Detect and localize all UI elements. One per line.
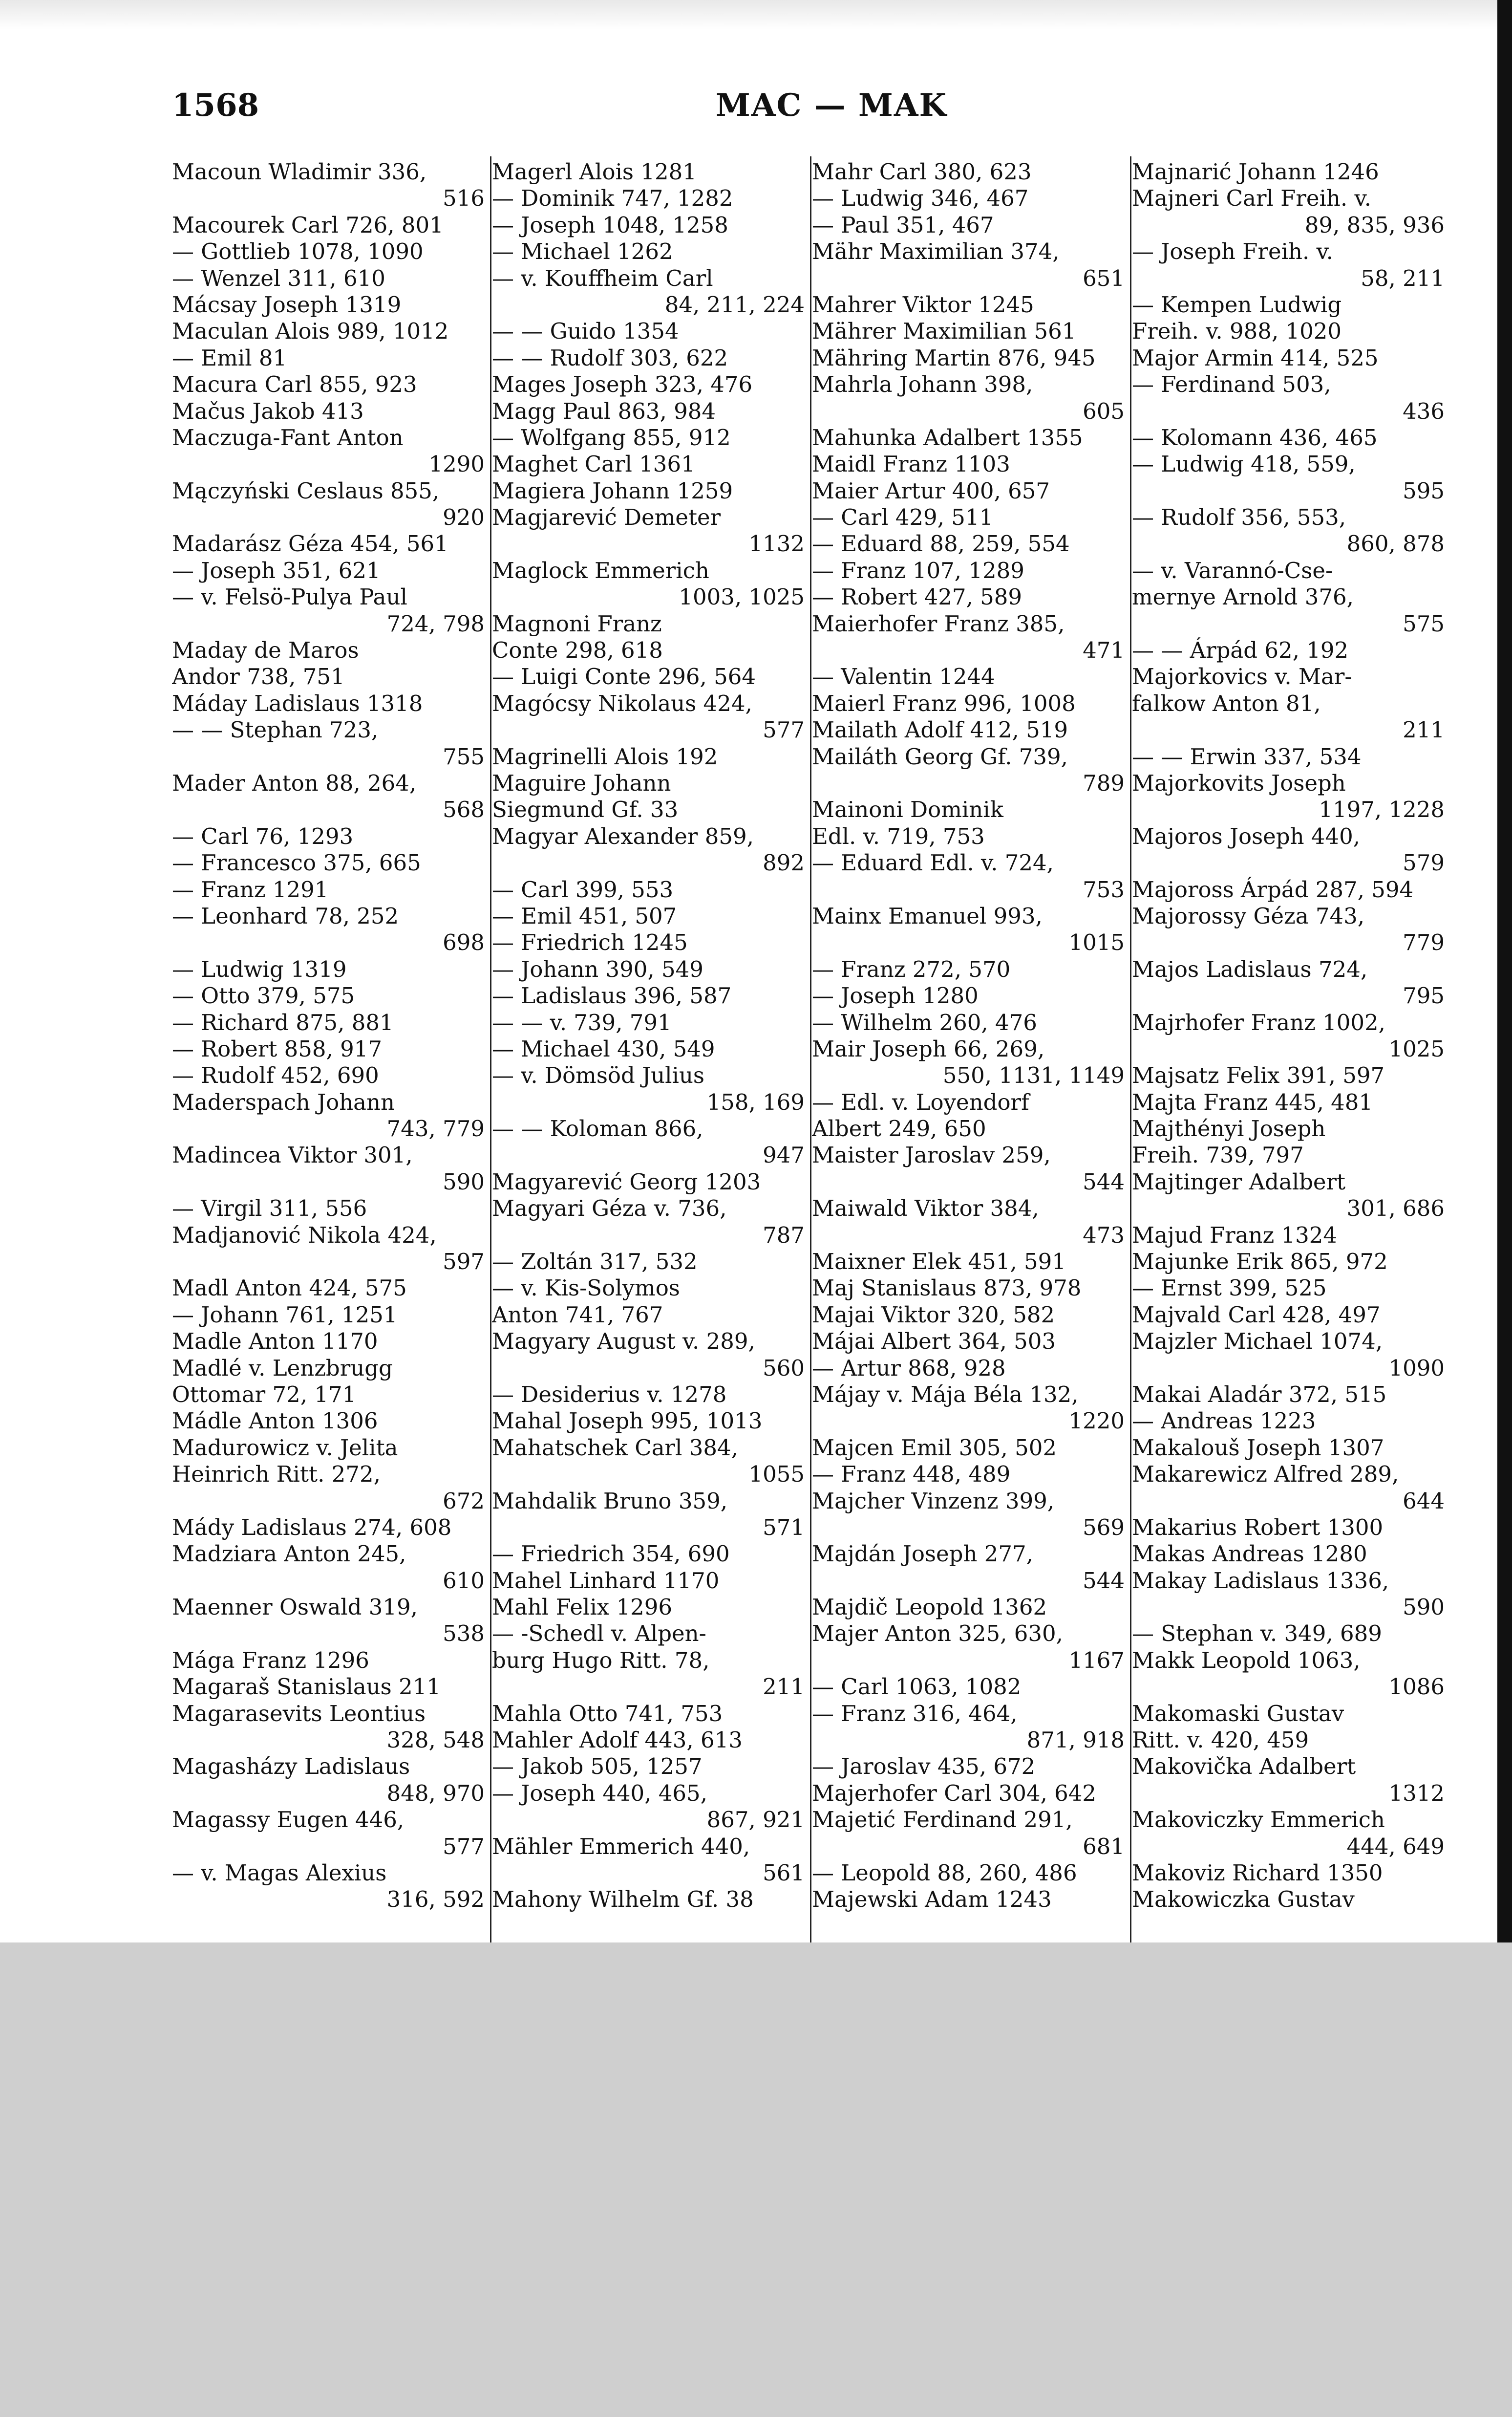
index-line: 743, 779 xyxy=(386,1116,485,1142)
running-head: MAC — MAK xyxy=(716,87,948,124)
index-line: Maday de Maros xyxy=(172,637,359,664)
index-line: 577 xyxy=(763,717,805,743)
index-line: Siegmund Gf. 33 xyxy=(492,797,679,823)
index-line: 1197, 1228 xyxy=(1319,797,1445,823)
index-line: Ottomar 72, 171 xyxy=(172,1381,357,1407)
index-line: Majrhofer Franz 1002, xyxy=(1132,1009,1385,1036)
index-line: — Joseph 351, 621 xyxy=(172,557,381,583)
scan-background xyxy=(0,1942,1512,2417)
index-line: — Joseph 1048, 1258 xyxy=(492,212,728,238)
index-line: 651 xyxy=(1083,265,1125,291)
index-line: 1312 xyxy=(1388,1780,1445,1806)
index-line: — — v. 739, 791 xyxy=(492,1009,672,1036)
index-line: Maidl Franz 1103 xyxy=(812,451,1010,477)
index-line: Magyar Alexander 859, xyxy=(492,823,754,849)
index-line: Majvald Carl 428, 497 xyxy=(1132,1301,1381,1328)
index-line: 211 xyxy=(1403,717,1445,743)
index-line: — Franz 448, 489 xyxy=(812,1461,1011,1488)
index-line: — Carl 429, 511 xyxy=(812,504,994,531)
index-line: — Jakob 505, 1257 xyxy=(492,1753,703,1780)
index-line: — Emil 451, 507 xyxy=(492,903,677,929)
index-line: 644 xyxy=(1403,1488,1445,1514)
index-line: — Friedrich 354, 690 xyxy=(492,1541,730,1567)
index-line: — Francesco 375, 665 xyxy=(172,850,421,876)
index-line: Majewski Adam 1243 xyxy=(812,1886,1052,1913)
index-line: 544 xyxy=(1083,1567,1125,1594)
index-line: Makk Leopold 1063, xyxy=(1132,1647,1361,1673)
index-line: Anton 741, 767 xyxy=(492,1301,663,1328)
index-line: — Ernst 399, 525 xyxy=(1132,1275,1327,1301)
index-line: Madziara Anton 245, xyxy=(172,1541,406,1567)
index-line: Mádle Anton 1306 xyxy=(172,1408,378,1434)
index-line: 579 xyxy=(1403,850,1445,876)
index-line: — Valentin 1244 xyxy=(812,664,995,690)
index-line: Mahony Wilhelm Gf. 38 xyxy=(492,1886,754,1913)
index-line: Albert 249, 650 xyxy=(812,1116,986,1142)
index-line: falkow Anton 81, xyxy=(1132,690,1321,716)
index-line: — — Erwin 337, 534 xyxy=(1132,743,1362,770)
index-line: — Desiderius v. 1278 xyxy=(492,1381,727,1407)
index-line: Magócsy Nikolaus 424, xyxy=(492,690,752,716)
index-line: — v. Kouffheim Carl xyxy=(492,265,713,291)
index-line: Mága Franz 1296 xyxy=(172,1647,369,1673)
index-line: — Edl. v. Loyendorf xyxy=(812,1089,1029,1115)
index-line: Maghet Carl 1361 xyxy=(492,451,695,477)
index-line: Mair Joseph 66, 269, xyxy=(812,1036,1045,1062)
index-line: Magarasevits Leontius xyxy=(172,1700,426,1726)
index-line: Makoviczky Emmerich xyxy=(1132,1807,1385,1833)
index-line: — Andreas 1223 xyxy=(1132,1408,1316,1434)
index-line: Majer Anton 325, 630, xyxy=(812,1620,1063,1647)
index-line: Magaraš Stanislaus 211 xyxy=(172,1674,441,1700)
index-line: Maderspach Johann xyxy=(172,1089,395,1115)
index-line: 550, 1131, 1149 xyxy=(942,1062,1125,1089)
index-line: — Rudolf 452, 690 xyxy=(172,1062,379,1089)
index-line: — Eduard 88, 259, 554 xyxy=(812,531,1070,557)
index-line: Majud Franz 1324 xyxy=(1132,1222,1338,1248)
index-line: 590 xyxy=(1403,1594,1445,1620)
index-line: Maglock Emmerich xyxy=(492,557,709,583)
index-line: Majta Franz 445, 481 xyxy=(1132,1089,1373,1115)
index-line: Majorkovics v. Mar- xyxy=(1132,664,1352,690)
index-line: 1025 xyxy=(1388,1036,1445,1062)
index-line: Mader Anton 88, 264, xyxy=(172,770,417,796)
index-line: Magassy Eugen 446, xyxy=(172,1807,405,1833)
index-line: Majos Ladislaus 724, xyxy=(1132,956,1368,982)
index-line: — Virgil 311, 556 xyxy=(172,1195,367,1222)
index-line: Majcen Emil 305, 502 xyxy=(812,1434,1057,1461)
index-line: — Artur 868, 928 xyxy=(812,1355,1006,1381)
index-line: Maculan Alois 989, 1012 xyxy=(172,318,449,345)
index-line: 867, 921 xyxy=(706,1807,805,1833)
index-line: 753 xyxy=(1083,876,1125,903)
index-line: Maiwald Viktor 384, xyxy=(812,1195,1039,1222)
index-line: — Robert 427, 589 xyxy=(812,584,1022,610)
index-line: Makarewicz Alfred 289, xyxy=(1132,1461,1399,1488)
index-line: Maierhofer Franz 385, xyxy=(812,610,1065,637)
index-line: Mahrer Viktor 1245 xyxy=(812,291,1034,318)
index-line: — v. Dömsöd Julius xyxy=(492,1062,705,1089)
index-line: — Wolfgang 855, 912 xyxy=(492,424,731,451)
index-line: 605 xyxy=(1083,398,1125,424)
index-line: 698 xyxy=(443,929,485,956)
index-line: Mačus Jakob 413 xyxy=(172,398,364,424)
index-line: — Robert 858, 917 xyxy=(172,1036,383,1062)
index-line: Heinrich Ritt. 272, xyxy=(172,1461,381,1488)
index-line: Mailáth Georg Gf. 739, xyxy=(812,743,1068,770)
index-line: Majzler Michael 1074, xyxy=(1132,1328,1383,1355)
index-line: Maierl Franz 996, 1008 xyxy=(812,690,1076,716)
index-line: 1090 xyxy=(1388,1355,1445,1381)
index-line: Mainx Emanuel 993, xyxy=(812,903,1043,929)
index-line: Madl Anton 424, 575 xyxy=(172,1275,407,1301)
index-line: — — Árpád 62, 192 xyxy=(1132,637,1349,664)
index-line: 595 xyxy=(1403,477,1445,504)
index-line: Mahatschek Carl 384, xyxy=(492,1434,738,1461)
index-line: — Luigi Conte 296, 564 xyxy=(492,664,756,690)
scan-right-edge xyxy=(1497,0,1512,1942)
index-line: Mahr Carl 380, 623 xyxy=(812,159,1032,185)
index-line: Mączyński Ceslaus 855, xyxy=(172,477,440,504)
index-line: Majoross Árpád 287, 594 xyxy=(1132,876,1414,903)
index-line: 58, 211 xyxy=(1361,265,1445,291)
index-line: Madjanović Nikola 424, xyxy=(172,1222,437,1248)
index-line: Mahler Adolf 443, 613 xyxy=(492,1727,743,1753)
index-line: 316, 592 xyxy=(386,1886,485,1913)
index-line: — — Guido 1354 xyxy=(492,318,679,345)
index-line: — Otto 379, 575 xyxy=(172,983,355,1009)
index-line: Andor 738, 751 xyxy=(172,664,345,690)
index-line: Maczuga-Fant Anton xyxy=(172,424,404,451)
index-line: Majorossy Géza 743, xyxy=(1132,903,1365,929)
index-line: 561 xyxy=(763,1860,805,1886)
index-line: Makovička Adalbert xyxy=(1132,1753,1356,1780)
index-line: 211 xyxy=(763,1674,805,1700)
index-line: Makay Ladislaus 1336, xyxy=(1132,1567,1389,1594)
index-line: 473 xyxy=(1083,1222,1125,1248)
index-line: — Ferdinand 503, xyxy=(1132,371,1331,398)
index-line: Conte 298, 618 xyxy=(492,637,663,664)
index-line: Madle Anton 1170 xyxy=(172,1328,378,1355)
index-line: 571 xyxy=(763,1514,805,1540)
index-line: — Carl 1063, 1082 xyxy=(812,1674,1022,1700)
index-line: — — Stephan 723, xyxy=(172,717,379,743)
index-line: Madincea Viktor 301, xyxy=(172,1142,413,1168)
index-line: — Ludwig 1319 xyxy=(172,956,347,982)
index-line: 1055 xyxy=(748,1461,805,1488)
index-line: 947 xyxy=(763,1142,805,1168)
index-line: — Stephan v. 349, 689 xyxy=(1132,1620,1382,1647)
index-line: Máday Ladislaus 1318 xyxy=(172,690,423,716)
index-line: Makarius Robert 1300 xyxy=(1132,1514,1384,1540)
index-line: Macourek Carl 726, 801 xyxy=(172,212,444,238)
index-line: 1015 xyxy=(1068,929,1125,956)
index-line: — Joseph 1280 xyxy=(812,983,979,1009)
index-line: Mahel Linhard 1170 xyxy=(492,1567,720,1594)
index-line: — v. Varannó-Cse- xyxy=(1132,557,1333,583)
index-line: Mainoni Dominik xyxy=(812,797,1003,823)
index-line: 597 xyxy=(443,1249,485,1275)
index-line: 1220 xyxy=(1068,1408,1125,1434)
index-line: 590 xyxy=(443,1168,485,1195)
index-line: — Rudolf 356, 553, xyxy=(1132,504,1346,531)
index-column-4 xyxy=(1132,159,1445,1938)
index-line: Mahdalik Bruno 359, xyxy=(492,1488,728,1514)
index-line: Mahal Joseph 995, 1013 xyxy=(492,1408,763,1434)
index-line: Maixner Elek 451, 591 xyxy=(812,1249,1066,1275)
index-line: Mahrla Johann 398, xyxy=(812,371,1033,398)
index-line: 871, 918 xyxy=(1026,1727,1125,1753)
index-line: — Eduard Edl. v. 724, xyxy=(812,850,1054,876)
index-line: Magnoni Franz xyxy=(492,610,662,637)
index-line: Makomaski Gustav xyxy=(1132,1700,1344,1726)
index-line: — Ladislaus 396, 587 xyxy=(492,983,732,1009)
index-line: Magyarević Georg 1203 xyxy=(492,1168,761,1195)
index-line: 301, 686 xyxy=(1346,1195,1445,1222)
index-line: — Kempen Ludwig xyxy=(1132,291,1342,318)
index-line: Major Armin 414, 525 xyxy=(1132,345,1379,371)
index-line: 538 xyxy=(443,1620,485,1647)
index-line: — v. Kis-Solymos xyxy=(492,1275,680,1301)
index-line: 920 xyxy=(443,504,485,531)
index-line: — Kolomann 436, 465 xyxy=(1132,424,1378,451)
index-line: 795 xyxy=(1403,983,1445,1009)
index-line: 848, 970 xyxy=(386,1780,485,1806)
index-line: — Michael 430, 549 xyxy=(492,1036,715,1062)
index-line: 610 xyxy=(443,1567,485,1594)
index-line: — Richard 875, 881 xyxy=(172,1009,394,1036)
scan-top-shading xyxy=(0,0,1512,29)
index-line: — v. Magas Alexius xyxy=(172,1860,387,1886)
index-line: 672 xyxy=(443,1488,485,1514)
index-line: Magjarević Demeter xyxy=(492,504,721,531)
index-line: 436 xyxy=(1403,398,1445,424)
index-line: Mácsay Joseph 1319 xyxy=(172,291,402,318)
index-line: Macoun Wladimir 336, xyxy=(172,159,427,185)
index-line: Macura Carl 855, 923 xyxy=(172,371,417,398)
index-line: 1003, 1025 xyxy=(679,584,805,610)
index-line: Mähr Maximilian 374, xyxy=(812,238,1060,265)
index-line: 544 xyxy=(1083,1168,1125,1195)
index-line: — Franz 107, 1289 xyxy=(812,557,1024,583)
index-line: Madlé v. Lenzbrugg xyxy=(172,1355,393,1381)
index-line: Maj Stanislaus 873, 978 xyxy=(812,1275,1082,1301)
index-line: — Franz 1291 xyxy=(172,876,329,903)
index-line: — Johann 761, 1251 xyxy=(172,1301,398,1328)
index-line: 755 xyxy=(443,743,485,770)
index-line: Mährer Maximilian 561 xyxy=(812,318,1076,345)
index-line: — Leonhard 78, 252 xyxy=(172,903,399,929)
index-line: 724, 798 xyxy=(386,610,485,637)
index-line: — Joseph 440, 465, xyxy=(492,1780,707,1806)
index-line: Majthényi Joseph xyxy=(1132,1116,1326,1142)
index-line: Májay v. Mája Béla 132, xyxy=(812,1381,1079,1407)
index-line: — Jaroslav 435, 672 xyxy=(812,1753,1036,1780)
index-line: Mähring Martin 876, 945 xyxy=(812,345,1096,371)
index-line: Magyary August v. 289, xyxy=(492,1328,755,1355)
index-line: — Emil 81 xyxy=(172,345,287,371)
index-line: Edl. v. 719, 753 xyxy=(812,823,985,849)
index-line: — Ludwig 346, 467 xyxy=(812,185,1029,212)
index-line: 1086 xyxy=(1388,1674,1445,1700)
index-line: Majerhofer Carl 304, 642 xyxy=(812,1780,1097,1806)
index-line: Maguire Johann xyxy=(492,770,671,796)
index-columns xyxy=(172,159,1447,1938)
index-line: — Joseph Freih. v. xyxy=(1132,238,1333,265)
index-line: Madarász Géza 454, 561 xyxy=(172,531,448,557)
index-line: — Franz 316, 464, xyxy=(812,1700,1018,1726)
index-line: — Paul 351, 467 xyxy=(812,212,994,238)
index-line: 568 xyxy=(443,797,485,823)
index-line: mernye Arnold 376, xyxy=(1132,584,1354,610)
index-line: Maenner Oswald 319, xyxy=(172,1594,418,1620)
index-line: 575 xyxy=(1403,610,1445,637)
index-line: — Johann 390, 549 xyxy=(492,956,703,982)
index-line: — Ludwig 418, 559, xyxy=(1132,451,1356,477)
index-column-1 xyxy=(172,159,485,1938)
index-line: Magerl Alois 1281 xyxy=(492,159,697,185)
index-line: 560 xyxy=(763,1355,805,1381)
index-line: Majoros Joseph 440, xyxy=(1132,823,1361,849)
index-line: Majneri Carl Freih. v. xyxy=(1132,185,1371,212)
index-line: 444, 649 xyxy=(1346,1833,1445,1859)
index-line: — Gottlieb 1078, 1090 xyxy=(172,238,424,265)
index-line: 569 xyxy=(1083,1514,1125,1540)
index-line: Makoviz Richard 1350 xyxy=(1132,1860,1383,1886)
index-line: Majetić Ferdinand 291, xyxy=(812,1807,1073,1833)
index-line: — Zoltán 317, 532 xyxy=(492,1249,698,1275)
index-line: Mahla Otto 741, 753 xyxy=(492,1700,723,1726)
index-line: 779 xyxy=(1403,929,1445,956)
index-line: Majunke Erik 865, 972 xyxy=(1132,1249,1388,1275)
page-number: 1568 xyxy=(172,87,259,124)
index-line: Mahunka Adalbert 1355 xyxy=(812,424,1083,451)
index-line: Makai Aladár 372, 515 xyxy=(1132,1381,1387,1407)
index-line: — -Schedl v. Alpen- xyxy=(492,1620,706,1647)
index-line: — Wilhelm 260, 476 xyxy=(812,1009,1037,1036)
index-line: Majtinger Adalbert xyxy=(1132,1168,1346,1195)
index-line: Magasházy Ladislaus xyxy=(172,1753,410,1780)
index-line: Freih. v. 988, 1020 xyxy=(1132,318,1342,345)
index-line: 860, 878 xyxy=(1346,531,1445,557)
index-line: Maier Artur 400, 657 xyxy=(812,477,1050,504)
index-line: 471 xyxy=(1083,637,1125,664)
index-line: Májai Albert 364, 503 xyxy=(812,1328,1056,1355)
index-line: Magiera Johann 1259 xyxy=(492,477,733,504)
index-line: Majcher Vinzenz 399, xyxy=(812,1488,1055,1514)
index-line: Magyari Géza v. 736, xyxy=(492,1195,727,1222)
index-line: — — Rudolf 303, 622 xyxy=(492,345,728,371)
index-line: — Carl 76, 1293 xyxy=(172,823,354,849)
index-line: Makas Andreas 1280 xyxy=(1132,1541,1367,1567)
index-line: Maister Jaroslav 259, xyxy=(812,1142,1051,1168)
index-line: burg Hugo Ritt. 78, xyxy=(492,1647,710,1673)
index-line: 158, 169 xyxy=(706,1089,805,1115)
index-line: Mages Joseph 323, 476 xyxy=(492,371,753,398)
index-line: — Carl 399, 553 xyxy=(492,876,674,903)
index-line: Majdič Leopold 1362 xyxy=(812,1594,1047,1620)
index-line: 1167 xyxy=(1068,1647,1125,1673)
index-line: Madurowicz v. Jelita xyxy=(172,1434,398,1461)
index-column-3 xyxy=(812,159,1125,1938)
index-line: Makowiczka Gustav xyxy=(1132,1886,1355,1913)
index-line: — Franz 272, 570 xyxy=(812,956,1011,982)
index-line: 681 xyxy=(1083,1833,1125,1859)
index-line: Ritt. v. 420, 459 xyxy=(1132,1727,1309,1753)
index-line: 89, 835, 936 xyxy=(1304,212,1445,238)
index-line: Majai Viktor 320, 582 xyxy=(812,1301,1055,1328)
index-line: Makalouš Joseph 1307 xyxy=(1132,1434,1384,1461)
index-line: 577 xyxy=(443,1833,485,1859)
index-line: Majsatz Felix 391, 597 xyxy=(1132,1062,1385,1089)
index-line: Mahl Felix 1296 xyxy=(492,1594,672,1620)
index-line: 789 xyxy=(1083,770,1125,796)
index-line: Mähler Emmerich 440, xyxy=(492,1833,750,1859)
index-line: — Leopold 88, 260, 486 xyxy=(812,1860,1077,1886)
index-line: — v. Felsö-Pulya Paul xyxy=(172,584,407,610)
index-line: 1290 xyxy=(428,451,485,477)
index-line: 328, 548 xyxy=(386,1727,485,1753)
index-line: — Friedrich 1245 xyxy=(492,929,688,956)
index-line: Majorkovits Joseph xyxy=(1132,770,1346,796)
index-line: Mailath Adolf 412, 519 xyxy=(812,717,1068,743)
index-line: Majdán Joseph 277, xyxy=(812,1541,1033,1567)
index-line: Freih. 739, 797 xyxy=(1132,1142,1304,1168)
index-column-2 xyxy=(492,159,805,1938)
index-line: Mády Ladislaus 274, 608 xyxy=(172,1514,452,1540)
index-line: 516 xyxy=(443,185,485,212)
index-line: Majnarić Johann 1246 xyxy=(1132,159,1379,185)
index-line: — Dominik 747, 1282 xyxy=(492,185,733,212)
index-line: Magg Paul 863, 984 xyxy=(492,398,716,424)
index-line: 84, 211, 224 xyxy=(664,291,805,318)
index-line: — — Koloman 866, xyxy=(492,1116,703,1142)
index-line: Magrinelli Alois 192 xyxy=(492,743,718,770)
index-line: 1132 xyxy=(748,531,805,557)
index-line: 787 xyxy=(763,1222,805,1248)
index-line: — Wenzel 311, 610 xyxy=(172,265,385,291)
index-line: — Michael 1262 xyxy=(492,238,673,265)
index-line: 892 xyxy=(763,850,805,876)
